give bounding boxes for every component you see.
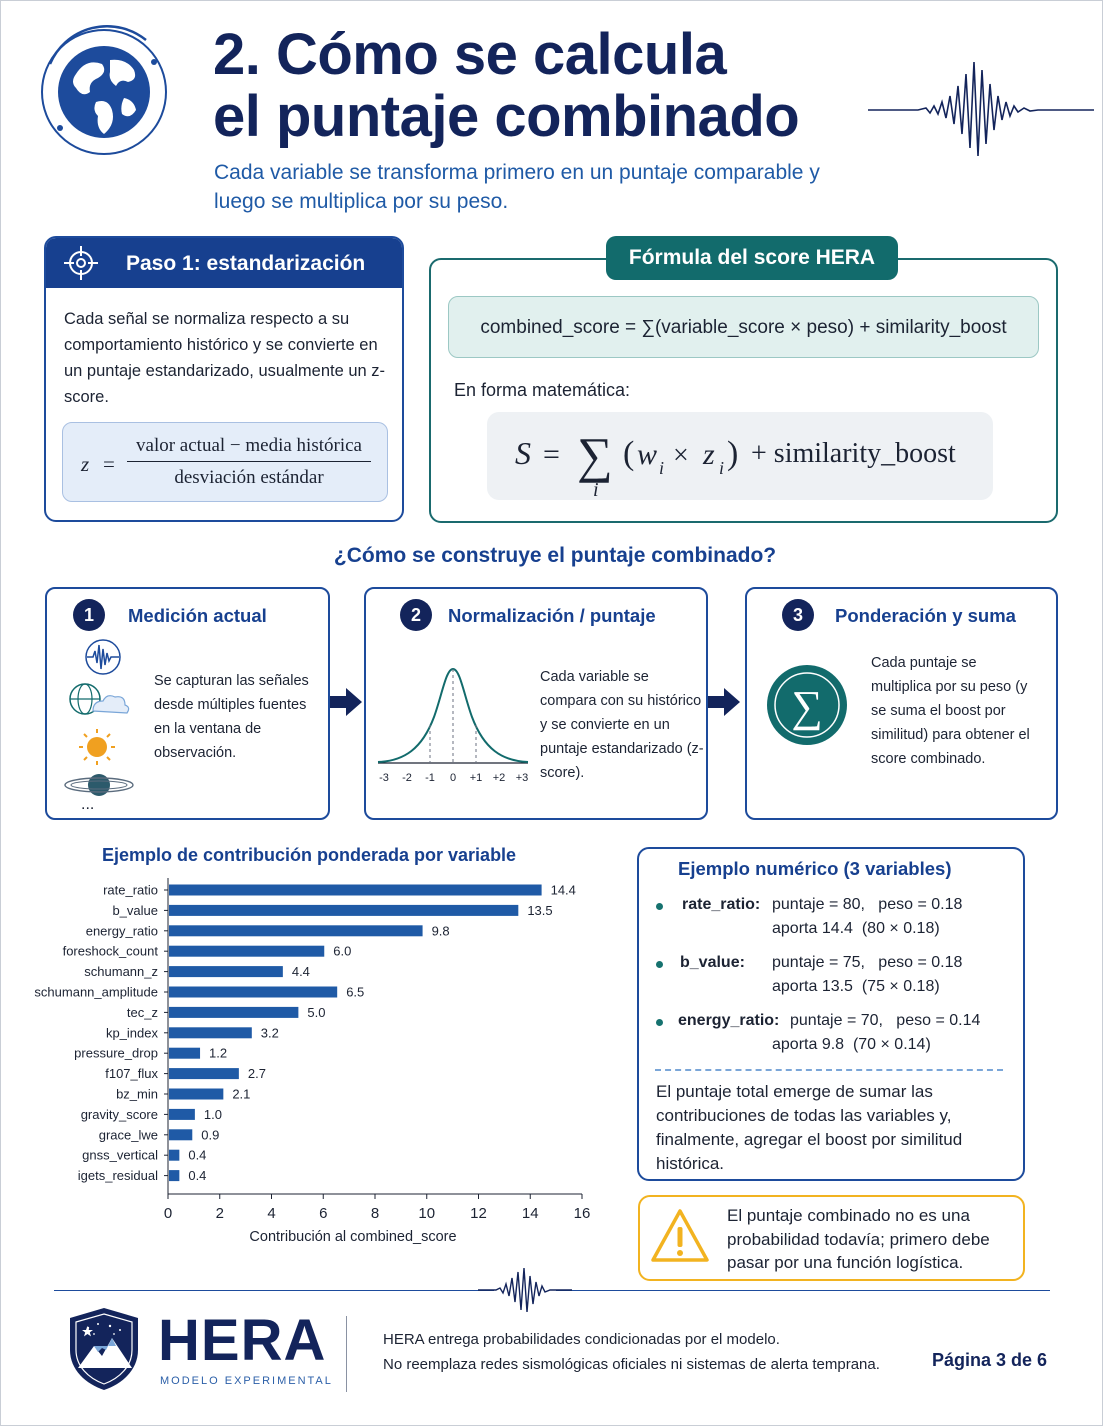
math-close-paren: ) bbox=[727, 435, 739, 472]
bar-value-label: 14.4 bbox=[550, 882, 576, 898]
math-open-paren: ( bbox=[623, 435, 635, 472]
y-tick-label: f107_flux bbox=[105, 1066, 158, 1082]
math-index: i bbox=[593, 479, 599, 500]
target-icon bbox=[62, 244, 100, 282]
example-var-score: puntaje = 75, peso = 0.18 bbox=[772, 954, 963, 971]
bar bbox=[169, 966, 283, 977]
axis-label: 0 bbox=[449, 772, 457, 784]
z-score-formula bbox=[62, 422, 388, 502]
footer-divider bbox=[54, 1290, 494, 1291]
formula-code: combined_score = ∑(variable_score × peso) + similarity_boost bbox=[448, 296, 1039, 358]
bar-value-label: 2.7 bbox=[247, 1066, 266, 1082]
bar-value-label: 4.4 bbox=[291, 964, 310, 980]
bar bbox=[169, 1129, 192, 1140]
x-tick-label: 8 bbox=[370, 1205, 380, 1222]
x-tick-label: 6 bbox=[319, 1205, 328, 1222]
y-tick-label: grace_lwe bbox=[98, 1127, 158, 1143]
brand-subtitle: MODELO EXPERIMENTAL bbox=[160, 1375, 333, 1387]
bar bbox=[169, 987, 337, 998]
formula-lead: En forma matemática: bbox=[454, 380, 631, 400]
step-title-3: Ponderación y suma bbox=[835, 605, 1016, 626]
example-var-contribution: aporta 14.4 (80 × 0.18) bbox=[772, 920, 940, 937]
math-z: z bbox=[703, 438, 715, 471]
globe-icon bbox=[36, 24, 172, 160]
z-equals: = bbox=[103, 452, 115, 476]
bar bbox=[169, 905, 518, 916]
bar bbox=[169, 1007, 298, 1018]
x-axis-title: Contribución al combined_score bbox=[249, 1229, 457, 1245]
bar bbox=[169, 1027, 252, 1038]
x-tick-label: 10 bbox=[418, 1205, 436, 1222]
bullet bbox=[656, 1019, 663, 1026]
bar-value-label: 6.5 bbox=[346, 984, 365, 1000]
step-title-2: Normalización / puntaje bbox=[448, 605, 656, 626]
bar bbox=[169, 1068, 239, 1079]
warning-icon bbox=[650, 1207, 710, 1265]
disclaimer-line-2: No reemplaza redes sismológicas oficiales ni sistemas de alerta temprana. bbox=[383, 1356, 880, 1373]
x-tick-label: 14 bbox=[521, 1205, 539, 1222]
page-number: Página 3 de 6 bbox=[932, 1350, 1048, 1370]
bar bbox=[169, 885, 542, 896]
step-number-1: 1 bbox=[73, 599, 105, 631]
sun-icon bbox=[79, 729, 115, 765]
example-var-contribution: aporta 9.8 (70 × 0.14) bbox=[772, 1036, 931, 1053]
page-title bbox=[213, 24, 853, 148]
y-tick-label: foreshock_count bbox=[62, 943, 158, 959]
step-text-1: Se capturan las señales desde múltiples fuentes en la ventana de observación. bbox=[154, 673, 309, 761]
example-var-name: b_value: bbox=[680, 954, 745, 971]
footer-divider bbox=[556, 1290, 1050, 1291]
y-tick-label: gnss_vertical bbox=[82, 1147, 158, 1163]
bar-value-label: 0.4 bbox=[188, 1168, 207, 1184]
bar-value-label: 5.0 bbox=[307, 1004, 326, 1020]
step-card-1 bbox=[45, 587, 330, 820]
example-var-name: energy_ratio: bbox=[678, 1012, 780, 1029]
sigma-icon bbox=[765, 663, 849, 747]
standardization-title: Paso 1: estandarización bbox=[126, 252, 366, 275]
seismograph-icon bbox=[86, 640, 120, 674]
bar bbox=[169, 925, 423, 936]
bar-value-label: 1.0 bbox=[203, 1106, 222, 1122]
bar bbox=[169, 1170, 179, 1181]
z-fraction bbox=[127, 435, 371, 489]
bar bbox=[169, 1150, 179, 1161]
bar bbox=[169, 1089, 223, 1100]
planet-icon bbox=[65, 774, 133, 796]
bullet bbox=[656, 961, 663, 968]
subtitle-line-1: Cada variable se transforma primero en un puntaje comparable y bbox=[214, 161, 820, 184]
contribution-bar-chart bbox=[20, 870, 610, 1250]
disclaimer-line-1: HERA entrega probabilidades condicionadas por el modelo. bbox=[383, 1331, 780, 1348]
y-tick-label: gravity_score bbox=[80, 1106, 158, 1122]
arrow-right-icon bbox=[330, 688, 362, 716]
step-number-2: 2 bbox=[400, 599, 432, 631]
example-var-name: rate_ratio: bbox=[682, 896, 761, 913]
x-tick-label: 0 bbox=[163, 1205, 173, 1222]
math-S: S bbox=[515, 435, 531, 471]
y-tick-label: b_value bbox=[112, 902, 158, 918]
step-number-3: 3 bbox=[782, 599, 814, 631]
example-var-contribution: aporta 13.5 (75 × 0.18) bbox=[772, 978, 940, 995]
seismic-wave-icon bbox=[868, 56, 1094, 164]
warning-text: El puntaje combinado no es una probabilidad todavía; primero debe pasar por una función logística. bbox=[727, 1206, 990, 1272]
bar-value-label: 3.2 bbox=[260, 1025, 279, 1041]
cloud-globe-icon bbox=[70, 684, 129, 714]
title-line-2: el puntaje combinado bbox=[213, 84, 800, 149]
z-numerator: valor actual − media histórica bbox=[127, 435, 371, 462]
z-variable: z bbox=[81, 452, 90, 476]
math-w-sub: i bbox=[659, 458, 665, 478]
step-text-3: Cada puntaje se multiplica por su peso (y se suma el boost por similitud) para obtener el score combinado. bbox=[871, 655, 1030, 767]
bar-value-label: 0.9 bbox=[201, 1127, 220, 1143]
y-tick-label: schumann_z bbox=[84, 964, 158, 980]
y-tick-label: pressure_drop bbox=[74, 1045, 158, 1061]
step-1-ellipsis: ... bbox=[81, 796, 95, 813]
math-w: w bbox=[637, 438, 658, 471]
y-tick-label: rate_ratio bbox=[103, 882, 158, 898]
bar bbox=[169, 1109, 195, 1120]
x-tick-label: 12 bbox=[470, 1205, 487, 1222]
y-tick-label: energy_ratio bbox=[85, 923, 158, 939]
axis-label: +3 bbox=[515, 772, 529, 784]
bullet bbox=[656, 903, 663, 910]
bar bbox=[169, 946, 324, 957]
bell-curve-icon bbox=[374, 657, 532, 787]
math-formula bbox=[487, 412, 993, 500]
y-tick-label: kp_index bbox=[105, 1025, 158, 1041]
standardization-card bbox=[44, 236, 404, 522]
axis-label: -3 bbox=[379, 772, 389, 784]
standardization-text: Cada señal se normaliza respecto a su comportamiento histórico y se convierte en un puntaje estandarizado, usualmente un z-score. bbox=[64, 310, 386, 406]
math-equals: = bbox=[543, 438, 560, 471]
sigma-symbol: ∑ bbox=[791, 682, 823, 731]
brand-name: HERA bbox=[158, 1308, 327, 1373]
y-tick-label: schumann_amplitude bbox=[34, 984, 158, 1000]
bar-value-label: 1.2 bbox=[209, 1045, 228, 1061]
bar-value-label: 0.4 bbox=[188, 1147, 207, 1163]
bar-value-label: 13.5 bbox=[527, 902, 553, 918]
numeric-example-title: Ejemplo numérico (3 variables) bbox=[678, 858, 952, 879]
step-title-1: Medición actual bbox=[128, 605, 267, 626]
x-tick-label: 16 bbox=[573, 1205, 591, 1222]
example-var-score: puntaje = 70, peso = 0.14 bbox=[790, 1012, 981, 1029]
z-denominator: desviación estándar bbox=[174, 467, 324, 488]
disclaimer bbox=[383, 1327, 880, 1377]
math-boost: + similarity_boost bbox=[751, 438, 956, 469]
seismic-wave-icon bbox=[478, 1266, 572, 1316]
step-card-2 bbox=[364, 587, 708, 820]
bar-value-label: 9.8 bbox=[431, 923, 450, 939]
example-var-score: puntaje = 80, peso = 0.18 bbox=[772, 896, 963, 913]
page-subtitle bbox=[214, 158, 874, 216]
axis-label: -2 bbox=[402, 772, 412, 784]
math-z-sub: i bbox=[719, 458, 725, 478]
math-times: × bbox=[673, 440, 689, 471]
step-text-2: Cada variable se compara con su histórico y se convierte en un puntaje estandarizado (z-score). bbox=[540, 669, 704, 781]
footer-separator bbox=[346, 1316, 347, 1392]
data-sources-icons bbox=[63, 639, 143, 815]
standardization-header bbox=[46, 238, 402, 288]
y-tick-label: tec_z bbox=[126, 1004, 158, 1020]
chart-title: Ejemplo de contribución ponderada por variable bbox=[102, 845, 517, 865]
y-tick-label: igets_residual bbox=[77, 1168, 158, 1184]
bar bbox=[169, 1048, 200, 1059]
arrow-right-icon bbox=[708, 688, 740, 716]
axis-label: +1 bbox=[469, 772, 483, 784]
bar-value-label: 6.0 bbox=[333, 943, 352, 959]
axis-label: +2 bbox=[492, 772, 506, 784]
math-sigma: ∑ bbox=[577, 427, 613, 483]
axis-label: -1 bbox=[425, 772, 435, 784]
subtitle-line-2: luego se multiplica por su peso. bbox=[214, 190, 509, 213]
numeric-example-footer: El puntaje total emerge de sumar las contribuciones de todas las variables y, finalmente, agregar el boost por similitud histórica. bbox=[656, 1082, 963, 1173]
formula-card-title: Fórmula del score HERA bbox=[606, 236, 898, 280]
x-tick-label: 4 bbox=[267, 1205, 276, 1222]
shield-logo-icon bbox=[66, 1306, 142, 1392]
title-line-1: 2. Cómo se calcula bbox=[213, 22, 727, 87]
bar-value-label: 2.1 bbox=[232, 1086, 251, 1102]
dashed-divider bbox=[655, 1069, 1003, 1071]
step-card-3 bbox=[745, 587, 1058, 820]
x-tick-label: 2 bbox=[215, 1205, 224, 1222]
construction-heading: ¿Cómo se construye el puntaje combinado? bbox=[333, 544, 777, 567]
y-tick-label: bz_min bbox=[116, 1086, 158, 1102]
